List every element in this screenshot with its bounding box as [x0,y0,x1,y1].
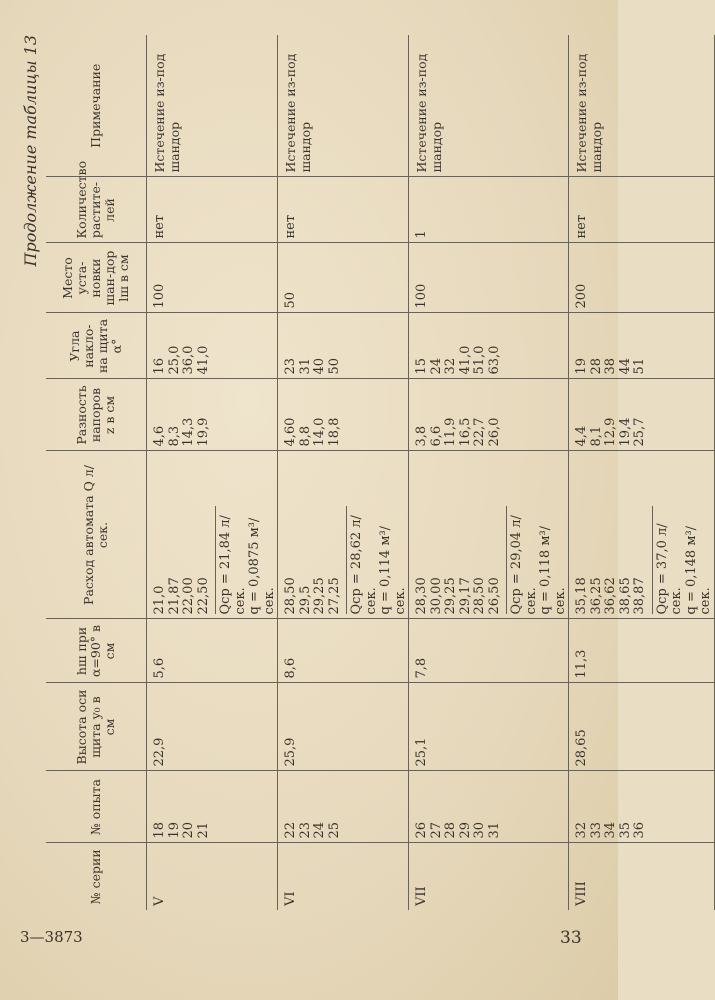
note-cell: Истечение из-под шандор [409,35,569,177]
angle-cell: 19 28 38 44 51 [569,313,715,379]
q-avg: Qср = 28,62 л/сек. [349,515,379,615]
header-head-diff: Разность напоров z в см [46,379,147,451]
h-sh-cell: 7,8 [409,619,569,683]
header-h-sh: hш при α=90° в см [46,619,147,683]
header-experiment: № опыта [46,771,147,843]
q-specific: q = 0,114 м³/сек. [378,525,408,615]
rotated-table-block [18,35,713,910]
table-caption: Продолжение таблицы 13 [21,35,40,267]
header-place: Место уста-новки шан-дор lш в см [46,243,147,313]
experiments-cell: 22 23 24 25 [278,771,409,843]
q-avg: Qср = 37,0 л/сек. [654,523,684,615]
printer-signature: 3—3873 [20,928,83,946]
table-row [569,35,715,910]
flow-values: 28,50 29,5 29,25 27,25 [283,577,342,615]
note-cell: Истечение из-под шандор [147,35,278,177]
q-avg: Qср = 21,84 л/сек. [218,515,248,615]
table-row [409,35,569,910]
note-cell: Истечение из-под шандор [569,35,715,177]
h-sh-cell: 11,3 [569,619,715,683]
header-plants: Количество растите-лей [46,177,147,243]
flow-summary [346,507,408,615]
series-cell: VI [278,843,409,910]
note-cell: Истечение из-под шандор [278,35,409,177]
header-angle: Угла накло-на щита α° [46,313,147,379]
flow-cell [569,451,715,619]
flow-cell [278,451,409,619]
head-diff-cell: 4,6 8,3 14,3 19,9 [147,379,278,451]
q-avg: Qср = 29,04 л/сек. [509,515,539,615]
place-cell: 100 [147,243,278,313]
flow-values: 28,30 30,00 29,25 29,17 28,50 26,50 [414,577,502,615]
angle-cell: 15 24 32 41,0 51,0 63,0 [409,313,569,379]
place-cell: 200 [569,243,715,313]
angle-cell: 16 25,0 36,0 41,0 [147,313,278,379]
experiments-cell: 26 27 28 29 30 31 [409,771,569,843]
flow-values: 21,0 21,87 22,00 22,50 [152,577,211,615]
series-cell: VII [409,843,569,910]
plants-cell: нет [278,177,409,243]
experiments-cell: 32 33 34 35 36 [569,771,715,843]
plants-cell: нет [569,177,715,243]
flow-summary [215,507,277,615]
header-row [46,35,147,910]
head-diff-cell: 4,4 8,1 12,9 19,4 25,7 [569,379,715,451]
head-diff-cell: 4,60 8,8 14,0 18,8 [278,379,409,451]
axis-height-cell: 25,1 [409,683,569,771]
flow-cell [147,451,278,619]
flow-summary [652,507,714,615]
header-series: № серии [46,843,147,910]
header-axis-height: Высота оси щита y₀ в см [46,683,147,771]
series-cell: VIII [569,843,715,910]
axis-height-cell: 28,65 [569,683,715,771]
angle-cell: 23 31 40 50 [278,313,409,379]
q-specific: q = 0,118 м³/сек. [538,525,568,615]
place-cell: 50 [278,243,409,313]
flow-cell [409,451,569,619]
header-flow: Расход автомата Q л/сек. [46,451,147,619]
plants-cell: 1 [409,177,569,243]
series-cell: V [147,843,278,910]
axis-height-cell: 25,9 [278,683,409,771]
axis-height-cell: 22,9 [147,683,278,771]
table-row [278,35,409,910]
plants-cell: нет [147,177,278,243]
data-table [46,35,715,910]
table-row [147,35,278,910]
head-diff-cell: 3,8 6,6 11,9 16,5 22,7 26,0 [409,379,569,451]
flow-summary [506,507,568,615]
q-specific: q = 0,0875 м³/сек. [247,517,277,615]
q-specific: q = 0,148 м³/сек. [683,525,713,615]
h-sh-cell: 5,6 [147,619,278,683]
flow-values: 35,18 36,25 36,62 38,65 38,87 [574,577,647,615]
experiments-cell: 18 19 20 21 [147,771,278,843]
h-sh-cell: 8,6 [278,619,409,683]
page-number: 33 [560,928,582,948]
place-cell: 100 [409,243,569,313]
header-note: Примечание [46,35,147,177]
